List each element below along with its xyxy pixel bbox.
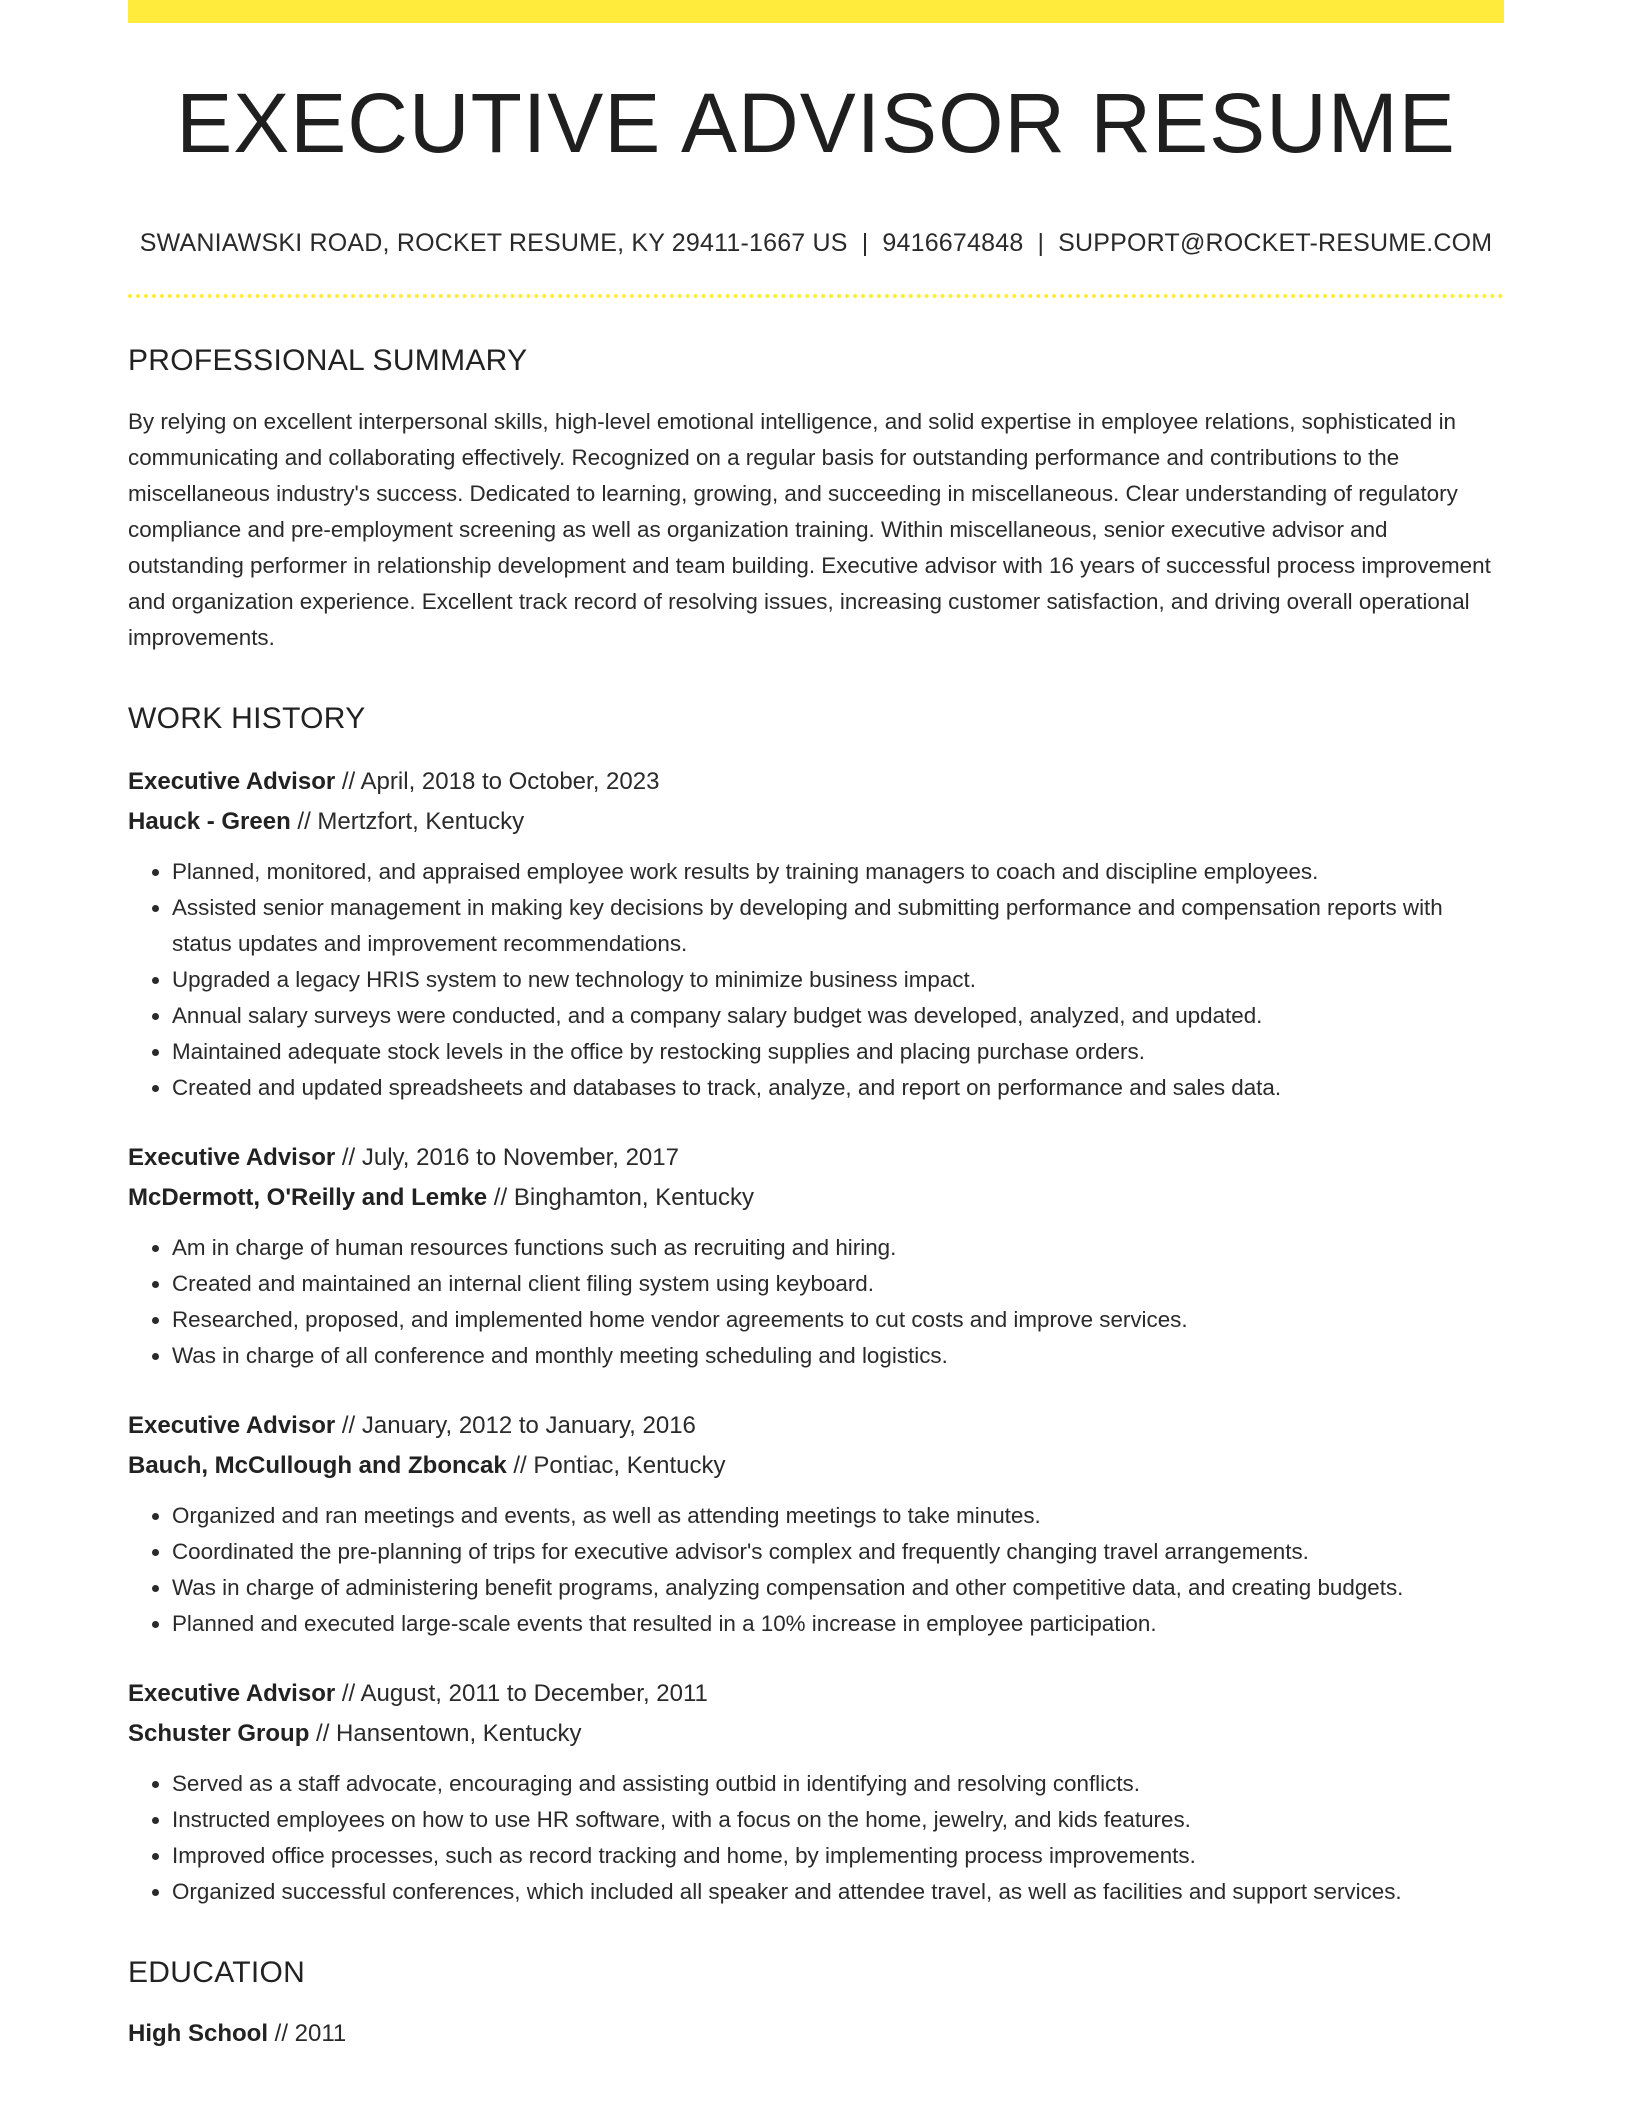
job-title-line [128,1674,1504,1714]
job-title: Executive Advisor [128,1144,336,1171]
job-bullet: • Annual salary surveys were conducted, and a company salary budget was developed, analyzed, and updated. [172,998,1504,1034]
job-bullet: • Instructed employees on how to use HR software, with a focus on the home, jewelry, and kids features. [172,1802,1504,1838]
job-bullet: • Was in charge of administering benefit programs, analyzing compensation and other competitive data, and creating budgets. [172,1570,1504,1606]
job-bullet: • Was in charge of all conference and monthly meeting scheduling and logistics. [172,1338,1504,1374]
contact-line [128,229,1504,258]
job-bullet-list [128,1766,1504,1910]
job-company: McDermott, O'Reilly and Lemke [128,1184,488,1211]
job-bullet: • Researched, proposed, and implemented home vendor agreements to cut costs and improve services. [172,1302,1504,1338]
job-bullet: • Planned and executed large-scale events that resulted in a 10% increase in employee participation. [172,1606,1504,1642]
job-bullet: • Served as a staff advocate, encouraging and assisting outbid in identifying and resolving conflicts. [172,1766,1504,1802]
job-company-line [128,1714,1504,1754]
job-location: // Binghamton, Kentucky [487,1184,754,1211]
job-bullet: • Planned, monitored, and appraised employee work results by training managers to coach and discipline employees. [172,854,1504,890]
contact-separator: | [861,229,869,257]
job-bullet: • Created and maintained an internal client filing system using keyboard. [172,1266,1504,1302]
job-title: Executive Advisor [128,1412,336,1439]
job-company: Bauch, McCullough and Zboncak [128,1452,507,1479]
education-year: // 2011 [268,2020,347,2047]
work-history-list [128,762,1504,1910]
job-dates: // April, 2018 to October, 2023 [335,768,660,795]
summary-heading: PROFESSIONAL SUMMARY [128,344,528,377]
job-bullet: • Created and updated spreadsheets and databases to track, analyze, and report on performance and sales data. [172,1070,1504,1106]
job-bullet: • Coordinated the pre-planning of trips for executive advisor's complex and frequently changing travel arrangements. [172,1534,1504,1570]
accent-bar [128,0,1504,23]
work-history-heading: WORK HISTORY [128,702,366,735]
job-company-line [128,1446,1504,1486]
resume-page [128,0,1504,2054]
job-company-line [128,1178,1504,1218]
summary-text: By relying on excellent interpersonal skills, high-level emotional intelligence, and solid expertise in employee relations, sophisticated in communicating and collaborating effectively. Recognized on a regular basis for outstanding performance and contributions to the miscellaneous industry's success. Dedicated to learning, growing, and succeeding in miscellaneous. Clear understanding of regulatory compliance and pre-employment screening as well as organization training. Within miscellaneous, senior executive advisor and outstanding performer in relationship development and team building. Executive advisor with 16 years of successful process improvement and organization experience. Excellent track record of resolving issues, increasing customer satisfaction, and driving overall operational improvements. [128,409,1491,650]
education-degree: High School [128,2020,268,2047]
job-bullet: • Maintained adequate stock levels in the office by restocking supplies and placing purchase orders. [172,1034,1504,1070]
job-location: // Pontiac, Kentucky [506,1452,726,1479]
job-bullet-list [128,1230,1504,1374]
job-company: Schuster Group [128,1720,310,1747]
job-dates: // July, 2016 to November, 2017 [335,1144,679,1171]
job-bullet: • Organized successful conferences, which included all speaker and attendee travel, as well as facilities and support services. [172,1874,1504,1910]
job-title-line [128,762,1504,802]
job-bullet: • Organized and ran meetings and events, as well as attending meetings to take minutes. [172,1498,1504,1534]
job-entry [128,1406,1504,1642]
job-title: Executive Advisor [128,768,336,795]
job-bullet: • Improved office processes, such as record tracking and home, by implementing process improvements. [172,1838,1504,1874]
job-location: // Mertzfort, Kentucky [290,808,525,835]
job-entry [128,762,1504,1106]
dotted-divider [128,294,1504,298]
job-entry [128,1138,1504,1374]
resume-title: EXECUTIVE ADVISOR RESUME [176,76,1456,170]
job-dates: // January, 2012 to January, 2016 [335,1412,696,1439]
education-entry [128,2014,1504,2054]
job-company: Hauck - Green [128,808,291,835]
job-bullet: • Upgraded a legacy HRIS system to new technology to minimize business impact. [172,962,1504,998]
contact-email[interactable]: SUPPORT@ROCKET-RESUME.COM [1058,229,1493,257]
job-title-line [128,1138,1504,1178]
job-bullet-list [128,854,1504,1106]
education-list [128,2014,1504,2054]
education-heading: EDUCATION [128,1956,306,1989]
job-title-line [128,1406,1504,1446]
job-bullet: • Am in charge of human resources functions such as recruiting and hiring. [172,1230,1504,1266]
job-entry [128,1674,1504,1910]
contact-separator: | [1037,229,1045,257]
job-bullet: • Assisted senior management in making key decisions by developing and submitting performance and compensation reports with status updates and improvement recommendations. [172,890,1504,962]
contact-phone[interactable]: 9416674848 [882,229,1024,257]
job-location: // Hansentown, Kentucky [309,1720,582,1747]
contact-address: SWANIAWSKI ROAD, ROCKET RESUME, KY 29411-1667 US [139,229,848,257]
job-dates: // August, 2011 to December, 2011 [335,1680,708,1707]
job-bullet-list [128,1498,1504,1642]
job-company-line [128,802,1504,842]
job-title: Executive Advisor [128,1680,336,1707]
